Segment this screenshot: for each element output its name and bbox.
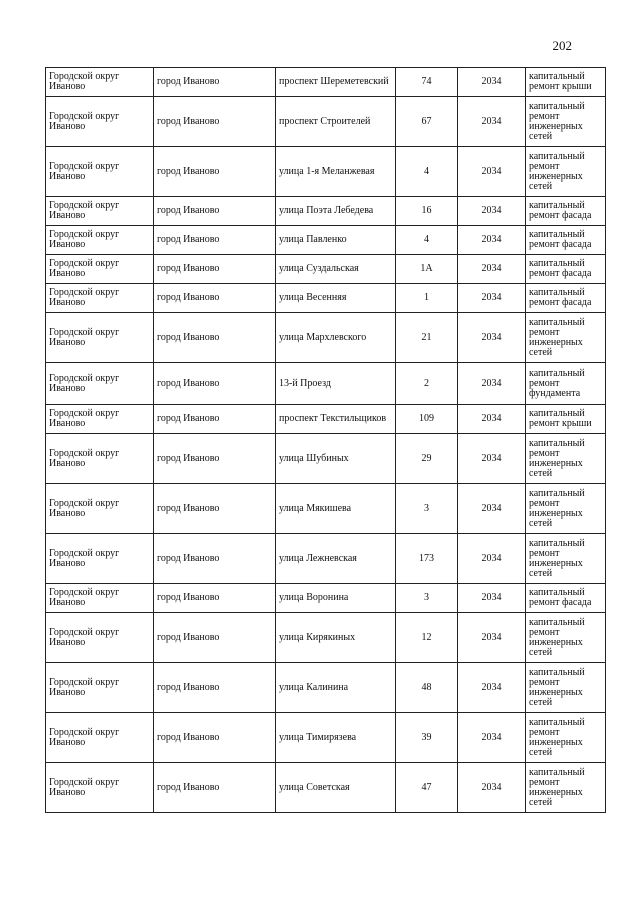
year-cell: 2034 <box>458 763 526 813</box>
city-cell: город Иваново <box>154 97 276 147</box>
city-cell: город Иваново <box>154 68 276 97</box>
work-type-cell: капитальный ремонт фасада <box>526 226 606 255</box>
year-cell: 2034 <box>458 663 526 713</box>
year-cell: 2034 <box>458 97 526 147</box>
house-number-cell: 4 <box>396 147 458 197</box>
year-cell: 2034 <box>458 255 526 284</box>
year-cell: 2034 <box>458 313 526 363</box>
city-cell: город Иваново <box>154 313 276 363</box>
city-cell: город Иваново <box>154 147 276 197</box>
work-type-cell: капитальный ремонт инженерных сетей <box>526 663 606 713</box>
year-cell: 2034 <box>458 405 526 434</box>
district-cell: Городской округ Иваново <box>46 97 154 147</box>
work-type-cell: капитальный ремонт фундамента <box>526 363 606 405</box>
city-cell: город Иваново <box>154 534 276 584</box>
street-cell: улица Павленко <box>276 226 396 255</box>
house-number-cell: 29 <box>396 434 458 484</box>
street-cell: улица Весенняя <box>276 284 396 313</box>
city-cell: город Иваново <box>154 484 276 534</box>
street-cell: проспект Шереметевский <box>276 68 396 97</box>
work-type-cell: капитальный ремонт инженерных сетей <box>526 534 606 584</box>
district-cell: Городской округ Иваново <box>46 313 154 363</box>
street-cell: улица Поэта Лебедева <box>276 197 396 226</box>
table-row <box>46 763 606 813</box>
page-number: 202 <box>552 38 572 53</box>
year-cell: 2034 <box>458 363 526 405</box>
street-cell: улица Шубиных <box>276 434 396 484</box>
table-row <box>46 613 606 663</box>
district-cell: Городской округ Иваново <box>46 363 154 405</box>
work-type-cell: капитальный ремонт фасада <box>526 284 606 313</box>
work-type-cell: капитальный ремонт инженерных сетей <box>526 613 606 663</box>
street-cell: улица Мякишева <box>276 484 396 534</box>
city-cell: город Иваново <box>154 405 276 434</box>
house-number-cell: 173 <box>396 534 458 584</box>
house-number-cell: 16 <box>396 197 458 226</box>
city-cell: город Иваново <box>154 363 276 405</box>
work-type-cell: капитальный ремонт крыши <box>526 68 606 97</box>
table-row <box>46 313 606 363</box>
table-row <box>46 713 606 763</box>
district-cell: Городской округ Иваново <box>46 613 154 663</box>
table-row <box>46 584 606 613</box>
house-number-cell: 109 <box>396 405 458 434</box>
street-cell: проспект Текстильщиков <box>276 405 396 434</box>
street-cell: улица Воронина <box>276 584 396 613</box>
city-cell: город Иваново <box>154 613 276 663</box>
district-cell: Городской округ Иваново <box>46 663 154 713</box>
street-cell: улица Суздальская <box>276 255 396 284</box>
street-cell: улица 1-я Меланжевая <box>276 147 396 197</box>
house-number-cell: 47 <box>396 763 458 813</box>
work-type-cell: капитальный ремонт инженерных сетей <box>526 313 606 363</box>
street-cell: улица Мархлевского <box>276 313 396 363</box>
district-cell: Городской округ Иваново <box>46 147 154 197</box>
year-cell: 2034 <box>458 284 526 313</box>
table-row <box>46 197 606 226</box>
house-number-cell: 1 <box>396 284 458 313</box>
table-row <box>46 226 606 255</box>
house-number-cell: 39 <box>396 713 458 763</box>
city-cell: город Иваново <box>154 226 276 255</box>
district-cell: Городской округ Иваново <box>46 713 154 763</box>
year-cell: 2034 <box>458 197 526 226</box>
house-number-cell: 67 <box>396 97 458 147</box>
work-type-cell: капитальный ремонт инженерных сетей <box>526 484 606 534</box>
year-cell: 2034 <box>458 713 526 763</box>
city-cell: город Иваново <box>154 663 276 713</box>
district-cell: Городской округ Иваново <box>46 284 154 313</box>
street-cell: улица Кирякиных <box>276 613 396 663</box>
city-cell: город Иваново <box>154 284 276 313</box>
district-cell: Городской округ Иваново <box>46 434 154 484</box>
work-type-cell: капитальный ремонт фасада <box>526 255 606 284</box>
repair-schedule-table <box>45 67 606 813</box>
house-number-cell: 48 <box>396 663 458 713</box>
year-cell: 2034 <box>458 534 526 584</box>
street-cell: улица Лежневская <box>276 534 396 584</box>
table-row <box>46 284 606 313</box>
district-cell: Городской округ Иваново <box>46 584 154 613</box>
table-row <box>46 97 606 147</box>
house-number-cell: 12 <box>396 613 458 663</box>
city-cell: город Иваново <box>154 584 276 613</box>
table-row <box>46 255 606 284</box>
house-number-cell: 1А <box>396 255 458 284</box>
district-cell: Городской округ Иваново <box>46 197 154 226</box>
city-cell: город Иваново <box>154 713 276 763</box>
year-cell: 2034 <box>458 484 526 534</box>
district-cell: Городской округ Иваново <box>46 405 154 434</box>
house-number-cell: 4 <box>396 226 458 255</box>
work-type-cell: капитальный ремонт инженерных сетей <box>526 97 606 147</box>
district-cell: Городской округ Иваново <box>46 763 154 813</box>
city-cell: город Иваново <box>154 255 276 284</box>
district-cell: Городской округ Иваново <box>46 226 154 255</box>
house-number-cell: 3 <box>396 584 458 613</box>
city-cell: город Иваново <box>154 763 276 813</box>
year-cell: 2034 <box>458 584 526 613</box>
table-row <box>46 484 606 534</box>
table-row <box>46 363 606 405</box>
table-row <box>46 434 606 484</box>
district-cell: Городской округ Иваново <box>46 68 154 97</box>
work-type-cell: капитальный ремонт инженерных сетей <box>526 713 606 763</box>
house-number-cell: 2 <box>396 363 458 405</box>
district-cell: Городской округ Иваново <box>46 484 154 534</box>
district-cell: Городской округ Иваново <box>46 255 154 284</box>
table-row <box>46 405 606 434</box>
city-cell: город Иваново <box>154 197 276 226</box>
house-number-cell: 3 <box>396 484 458 534</box>
work-type-cell: капитальный ремонт инженерных сетей <box>526 147 606 197</box>
work-type-cell: капитальный ремонт инженерных сетей <box>526 763 606 813</box>
year-cell: 2034 <box>458 147 526 197</box>
house-number-cell: 74 <box>396 68 458 97</box>
table-row <box>46 68 606 97</box>
street-cell: улица Тимирязева <box>276 713 396 763</box>
work-type-cell: капитальный ремонт фасада <box>526 197 606 226</box>
year-cell: 2034 <box>458 68 526 97</box>
year-cell: 2034 <box>458 434 526 484</box>
street-cell: 13-й Проезд <box>276 363 396 405</box>
street-cell: проспект Строителей <box>276 97 396 147</box>
table-row <box>46 147 606 197</box>
city-cell: город Иваново <box>154 434 276 484</box>
table-row <box>46 663 606 713</box>
work-type-cell: капитальный ремонт инженерных сетей <box>526 434 606 484</box>
street-cell: улица Калинина <box>276 663 396 713</box>
work-type-cell: капитальный ремонт фасада <box>526 584 606 613</box>
year-cell: 2034 <box>458 613 526 663</box>
district-cell: Городской округ Иваново <box>46 534 154 584</box>
table-body <box>46 68 606 813</box>
table-row <box>46 534 606 584</box>
work-type-cell: капитальный ремонт крыши <box>526 405 606 434</box>
street-cell: улица Советская <box>276 763 396 813</box>
house-number-cell: 21 <box>396 313 458 363</box>
year-cell: 2034 <box>458 226 526 255</box>
